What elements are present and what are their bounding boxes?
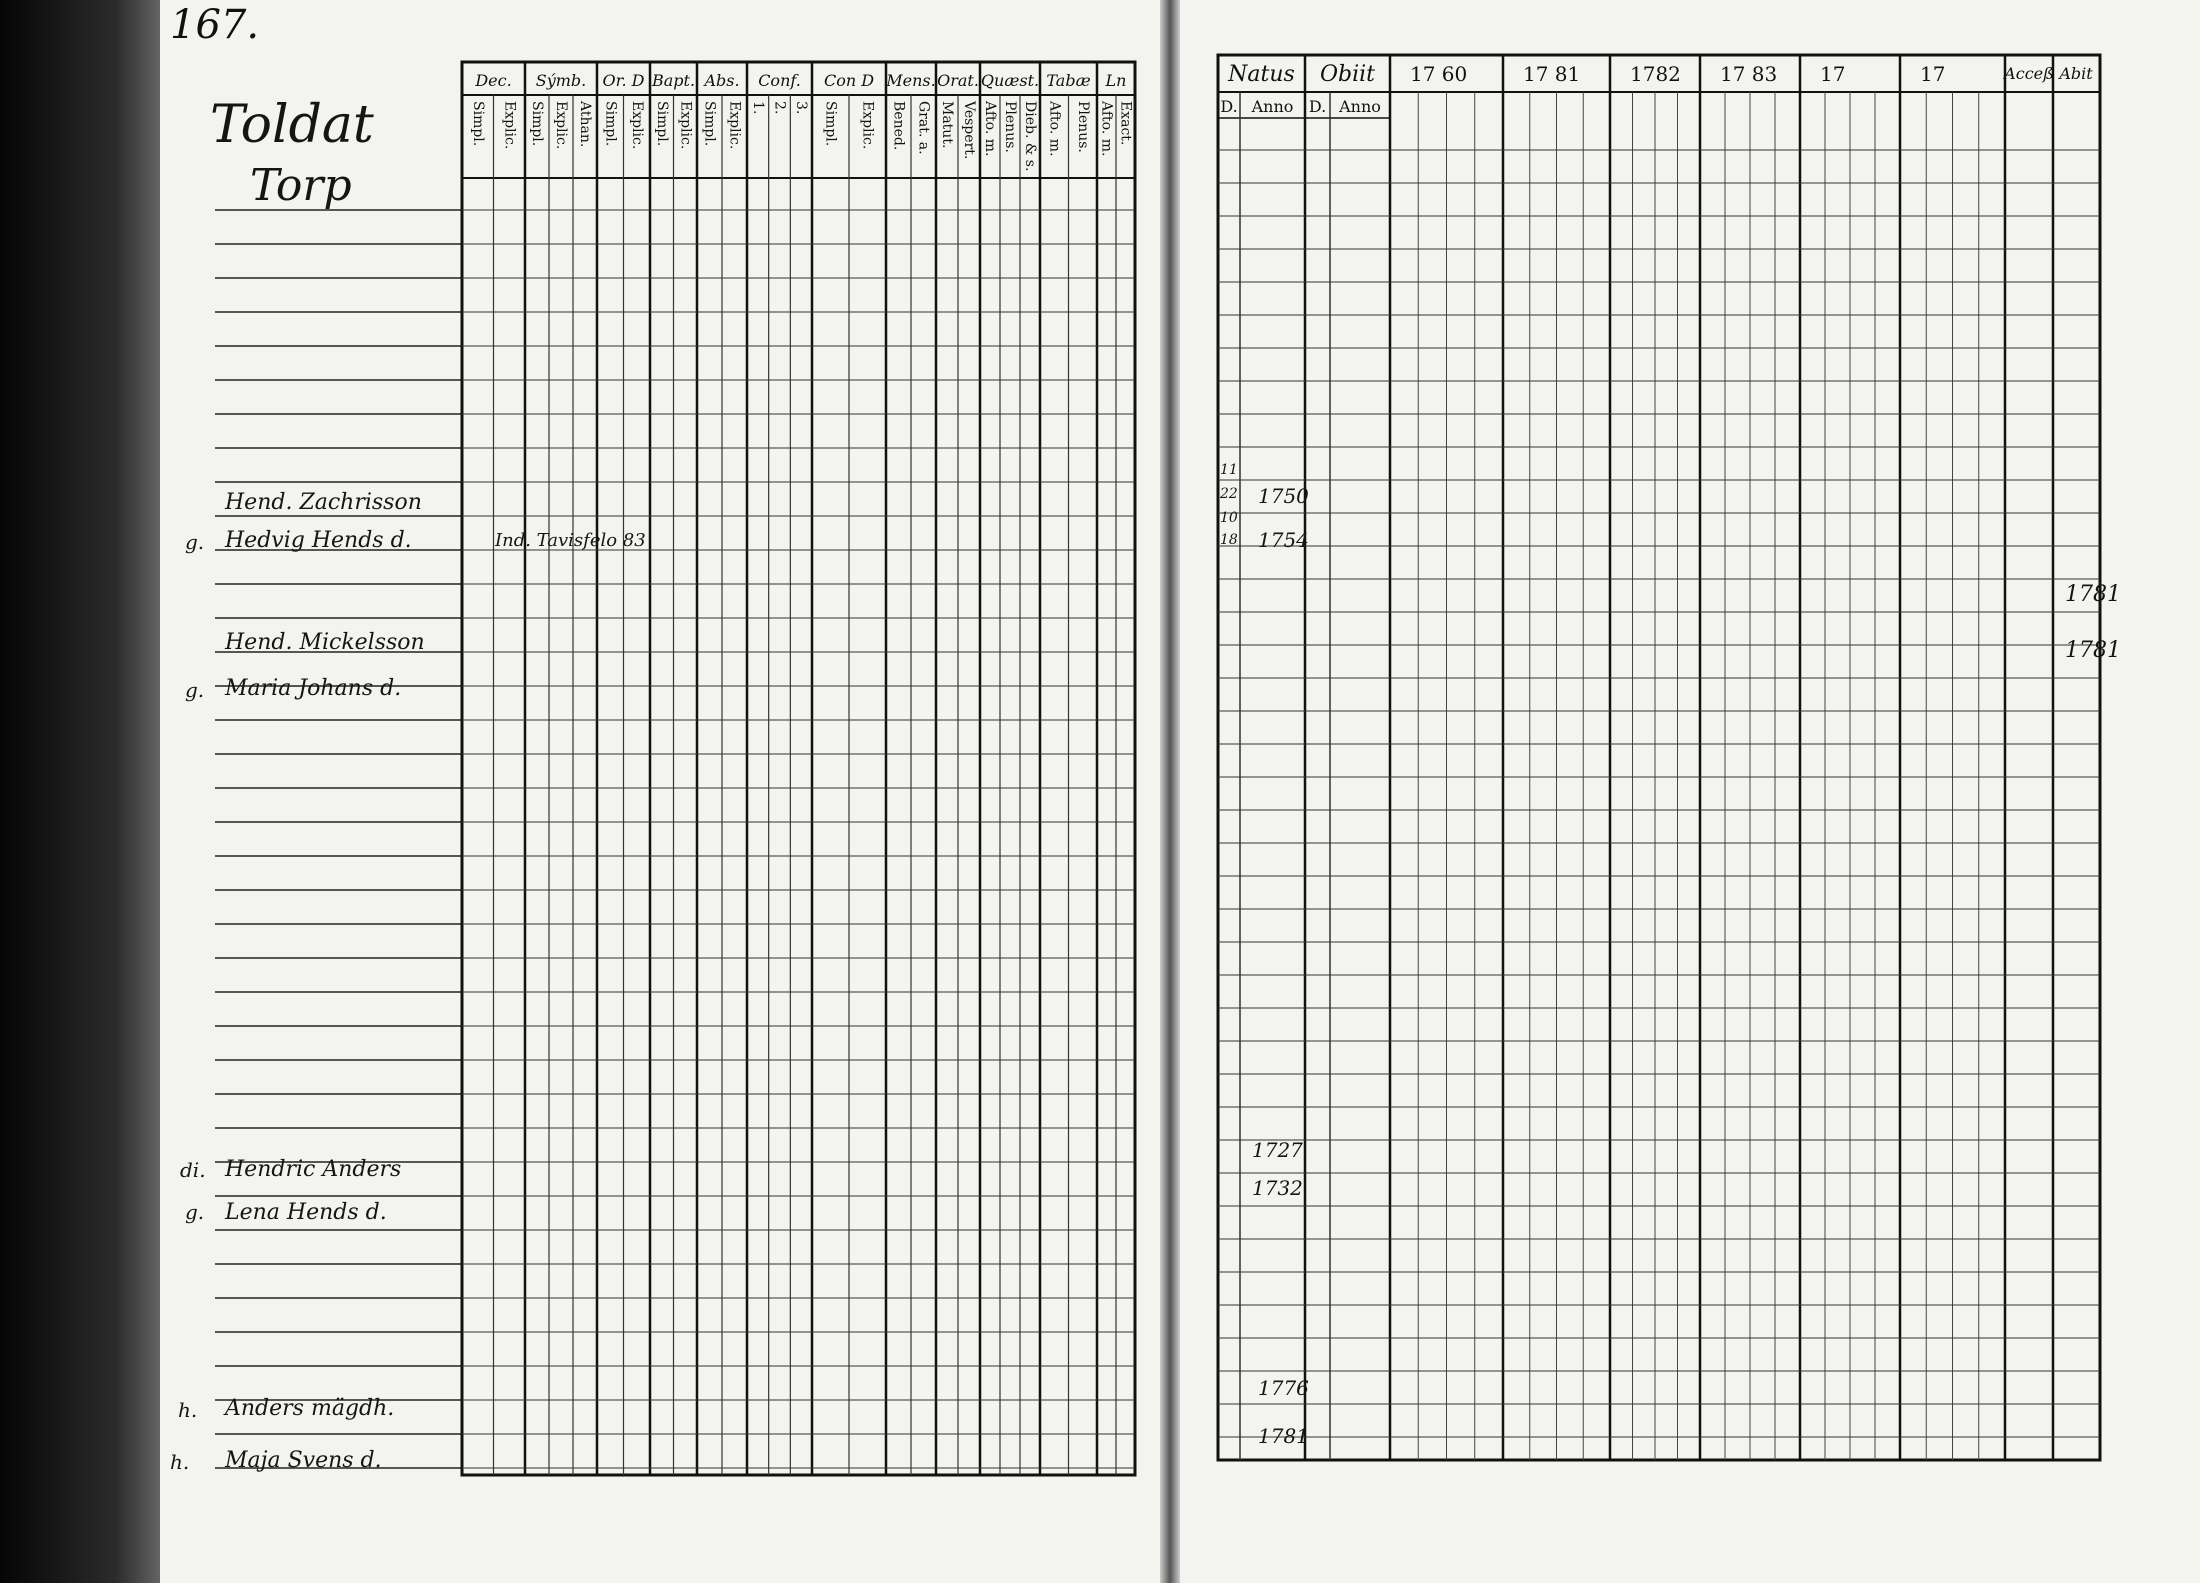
column-header: Orat. (937, 71, 979, 90)
year-header: 17 (1920, 62, 1946, 86)
abit-year-1: 1781 (2065, 582, 2121, 607)
column-header: Tabæ (1046, 71, 1091, 90)
column-subheader: Simpl. (653, 101, 670, 147)
household-name-2: Hedvig Hends d. (225, 528, 412, 553)
year-header: 1782 (1630, 62, 1681, 86)
household-name-5: Hendric Anders (225, 1157, 402, 1182)
column-subheader: Plenus. (1002, 101, 1018, 153)
column-subheader: Simpl. (701, 101, 718, 147)
year-header: 17 83 (1720, 62, 1778, 86)
column-subheader: Dieb. & s. (1022, 101, 1038, 172)
column-subheader: Afto. m. (1046, 101, 1063, 157)
column-subheader: Simpl. (529, 101, 545, 147)
birth-day-4: 18 (1220, 532, 1238, 548)
abiit-header: Abit (2059, 64, 2093, 83)
column-header: Quæst. (980, 71, 1040, 90)
name-prefix-2: g. (185, 530, 205, 554)
household-name-1: Hend. Zachrisson (225, 490, 422, 515)
column-subheader: Explic. (553, 101, 569, 150)
column-header: Mens. (886, 71, 936, 90)
place-title-line-2: Torp (250, 160, 352, 211)
column-subheader: 3. (793, 101, 810, 115)
household-name-4: Maria Johans d. (225, 676, 402, 701)
right-subheader: Anno (1251, 97, 1294, 116)
column-header: Or. D (602, 71, 645, 90)
birth-year-4: 1732 (1252, 1176, 1303, 1200)
birth-year-2: 1754 (1258, 528, 1309, 552)
page-number: 167. (170, 2, 260, 48)
place-title-line-1: Toldat (210, 95, 374, 155)
birth-year-3: 1727 (1252, 1138, 1303, 1162)
column-subheader: Explic. (726, 101, 743, 150)
year-header: 17 60 (1410, 62, 1468, 86)
column-header: Sýmb. (535, 71, 587, 90)
column-subheader: Explic. (677, 101, 694, 150)
column-subheader: Exact. (1117, 101, 1134, 146)
year-header: 17 (1820, 62, 1846, 86)
column-subheader: Afto. m. (982, 101, 998, 157)
column-header: Bapt. (651, 71, 696, 90)
column-header: Abs. (704, 71, 740, 90)
column-subheader: Afto. m. (1098, 101, 1115, 157)
column-subheader: Explic. (501, 101, 518, 150)
column-subheader: Explic. (628, 101, 645, 150)
name-prefix-5: di. (180, 1158, 206, 1182)
household-name-7: Anders mägdh. (225, 1396, 395, 1421)
column-subheader: 1. (749, 101, 766, 115)
right-column-header: Obiit (1319, 62, 1376, 87)
name-prefix-4: g. (185, 678, 205, 702)
column-subheader: Matut. (939, 101, 955, 149)
name-prefix-6: g. (185, 1200, 205, 1224)
column-subheader: Explic. (859, 101, 876, 150)
right-column-header: Natus (1228, 62, 1295, 87)
right-subheader: Anno (1339, 97, 1381, 116)
household-name-3: Hend. Mickelsson (225, 630, 425, 655)
household-name-6: Lena Hends d. (225, 1200, 387, 1225)
column-subheader: 2. (771, 101, 788, 115)
column-subheader: Simpl. (469, 101, 486, 147)
name-prefix-8: h. (170, 1450, 190, 1474)
right-subheader: D. (1308, 97, 1327, 116)
column-header: Conf. (758, 71, 801, 90)
right-table-border (1218, 55, 2100, 1460)
column-header: Dec. (475, 71, 512, 90)
birth-day-1: 11 (1220, 462, 1238, 478)
right-subheader: D. (1220, 97, 1238, 116)
birth-year-6: 1781 (1258, 1424, 1309, 1448)
name-prefix-7: h. (178, 1398, 198, 1422)
birth-day-3: 10 (1220, 510, 1238, 526)
abit-year-2: 1781 (2065, 638, 2121, 663)
column-subheader: Grat. a. (915, 101, 932, 155)
column-header: Ln (1105, 71, 1127, 90)
birth-day-2: 22 (1220, 486, 1238, 502)
column-subheader: Athan. (577, 101, 593, 148)
column-subheader: Simpl. (822, 101, 839, 147)
column-subheader: Bened. (890, 101, 907, 151)
birth-year-1: 1750 (1258, 484, 1309, 508)
year-header: 17 81 (1523, 62, 1581, 86)
accessit-header: Acceß (2004, 64, 2054, 83)
birth-year-5: 1776 (1258, 1376, 1309, 1400)
household-name-8: Maja Svens d. (225, 1448, 382, 1473)
column-subheader: Plenus. (1074, 101, 1091, 153)
column-header: Con D (823, 71, 875, 90)
symbolum-note: Ind. Tavisfelo 83 (495, 530, 646, 551)
column-subheader: Vespert. (961, 101, 977, 160)
column-subheader: Simpl. (602, 101, 619, 147)
